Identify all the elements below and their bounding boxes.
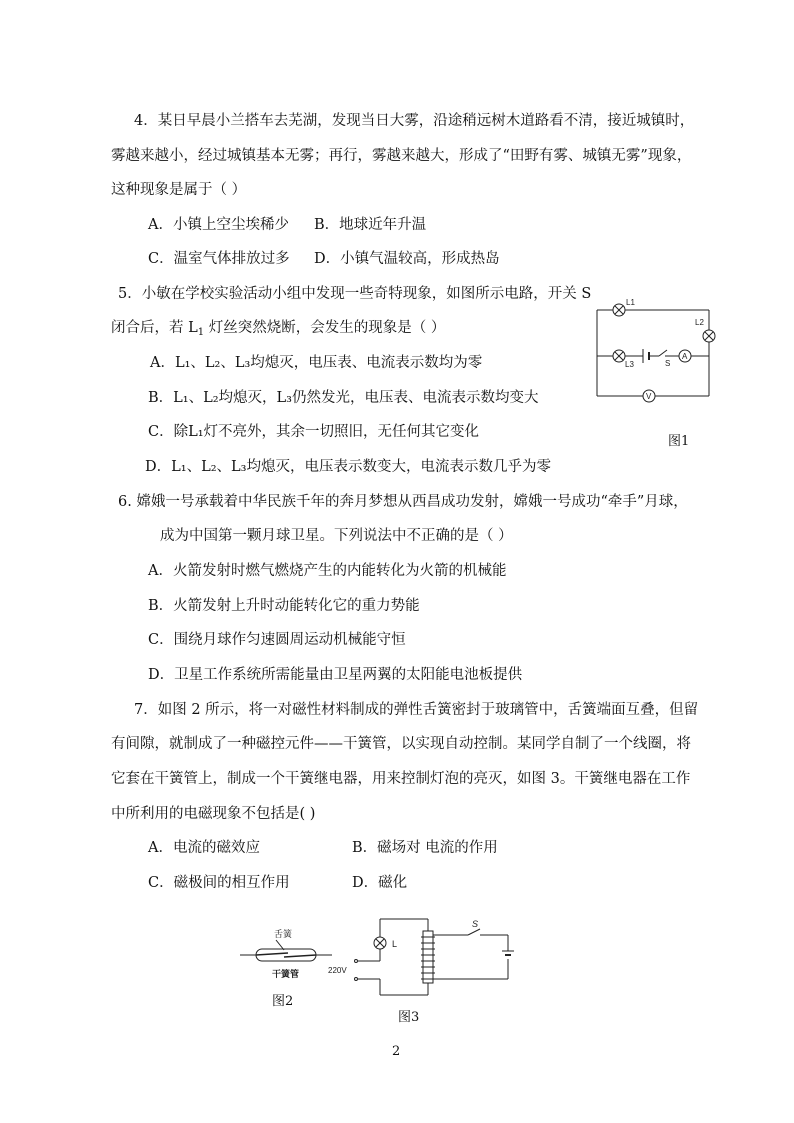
q6-option-c: C．围绕月球作匀速圆周运动机械能守恒 <box>148 632 406 648</box>
label-a: A <box>682 352 688 361</box>
figure-2-reed-switch <box>236 925 336 983</box>
q6-option-a: A．火箭发射时燃气燃烧产生的内能转化为火箭的机械能 <box>148 563 507 579</box>
q4-stem-line1: 4．某日早晨小兰搭车去芜湖，发现当日大雾，沿途稍远树木道路看不清，接近城镇时， <box>134 113 695 129</box>
q5-stem-line2: 闭合后，若 $L_1$ 灯丝突然烧断，会发生的现象是（ ） <box>111 320 446 338</box>
label-v: V <box>646 392 652 401</box>
q4-option-b: B．地球近年升温 <box>314 217 427 233</box>
fig2-top-label: 舌簧 <box>274 929 293 939</box>
page-number: 2 <box>392 1044 401 1059</box>
figure-3-caption: 图3 <box>398 1010 420 1025</box>
q7-stem-line4: 中所利用的电磁现象不包括是( ) <box>111 806 316 822</box>
q7-stem-line3: 它套在干簧管上，制成一个干簧继电器，用来控制灯泡的亮灭，如图 3。干簧继电器在工作 <box>111 771 691 787</box>
figure-2-caption: 图2 <box>272 994 294 1009</box>
q7-stem-line2: 有间隙，就制成了一种磁控元件——干簧管，以实现自动控制。某同学自制了一个线圈，将 <box>111 736 691 752</box>
q4-option-c: C．温室气体排放过多 <box>148 251 290 267</box>
figure-1-circuit <box>585 296 725 408</box>
q7-stem-line1: 7．如图 2 所示，将一对磁性材料制成的弹性舌簧密封于玻璃管中，舌簧端面互叠，但留 <box>134 702 699 718</box>
q6-option-d: D．卫星工作系统所需能量由卫星两翼的太阳能电池板提供 <box>148 667 523 683</box>
coil-icon <box>423 931 433 983</box>
q6-option-b: B．火箭发射上升时动能转化它的重力势能 <box>148 598 420 614</box>
q5-option-d: D．L₁、L₂、L₃均熄灭，电压表示数变大，电流表示数几乎为零 <box>145 459 551 475</box>
label-l2: L2 <box>695 318 704 327</box>
switch-icon <box>659 350 667 356</box>
q4-stem-line2: 雾越来越小，经过城镇基本无雾；再行，雾越来越大，形成了“田野有雾、城镇无雾”现象， <box>111 148 692 164</box>
q6-stem-line1: 6. 嫦娥一号承载着中华民族千年的奔月梦想从西昌成功发射，嫦娥一号成功“牵手”月球， <box>118 494 688 510</box>
q5-option-a: A．L₁、L₂、L₃均熄灭，电压表、电流表示数均为零 <box>150 355 483 371</box>
q7-option-a: A．电流的磁效应 <box>148 840 260 856</box>
q5-stem-line1: 5．小敏在学校实验活动小组中发现一些奇特现象，如图所示电路，开关 S <box>118 286 592 302</box>
figure-1-caption: 图1 <box>668 434 690 449</box>
label-l1: L1 <box>626 298 635 307</box>
q5-option-b: B．L₁、L₂均熄灭，L₃仍然发光，电压表、电流表示数均变大 <box>148 390 539 406</box>
figure-3-relay-circuit <box>328 915 528 1005</box>
q7-option-b: B．磁场对 电流的作用 <box>352 840 498 856</box>
fig3-switch-label: S <box>472 919 479 929</box>
q6-stem-line2: 成为中国第一颗月球卫星。下列说法中不正确的是（ ） <box>160 528 513 544</box>
q7-option-c: C．磁极间的相互作用 <box>148 875 290 891</box>
q4-option-d: D．小镇气温较高，形成热岛 <box>314 251 500 267</box>
q5-option-c: C．除L₁灯不亮外，其余一切照旧，无任何其它变化 <box>148 424 480 440</box>
fig3-voltage-label: 220V <box>328 966 347 975</box>
fig3-lamp-label: L <box>392 939 398 949</box>
q7-option-d: D．磁化 <box>352 875 408 891</box>
label-s: S <box>665 359 671 368</box>
q4-option-a: A．小镇上空尘埃稀少 <box>148 217 289 233</box>
label-l3: L3 <box>625 360 634 369</box>
fig2-bottom-label: 干簧管 <box>272 969 300 979</box>
q4-stem-line3: 这种现象是属于（ ） <box>111 182 247 198</box>
